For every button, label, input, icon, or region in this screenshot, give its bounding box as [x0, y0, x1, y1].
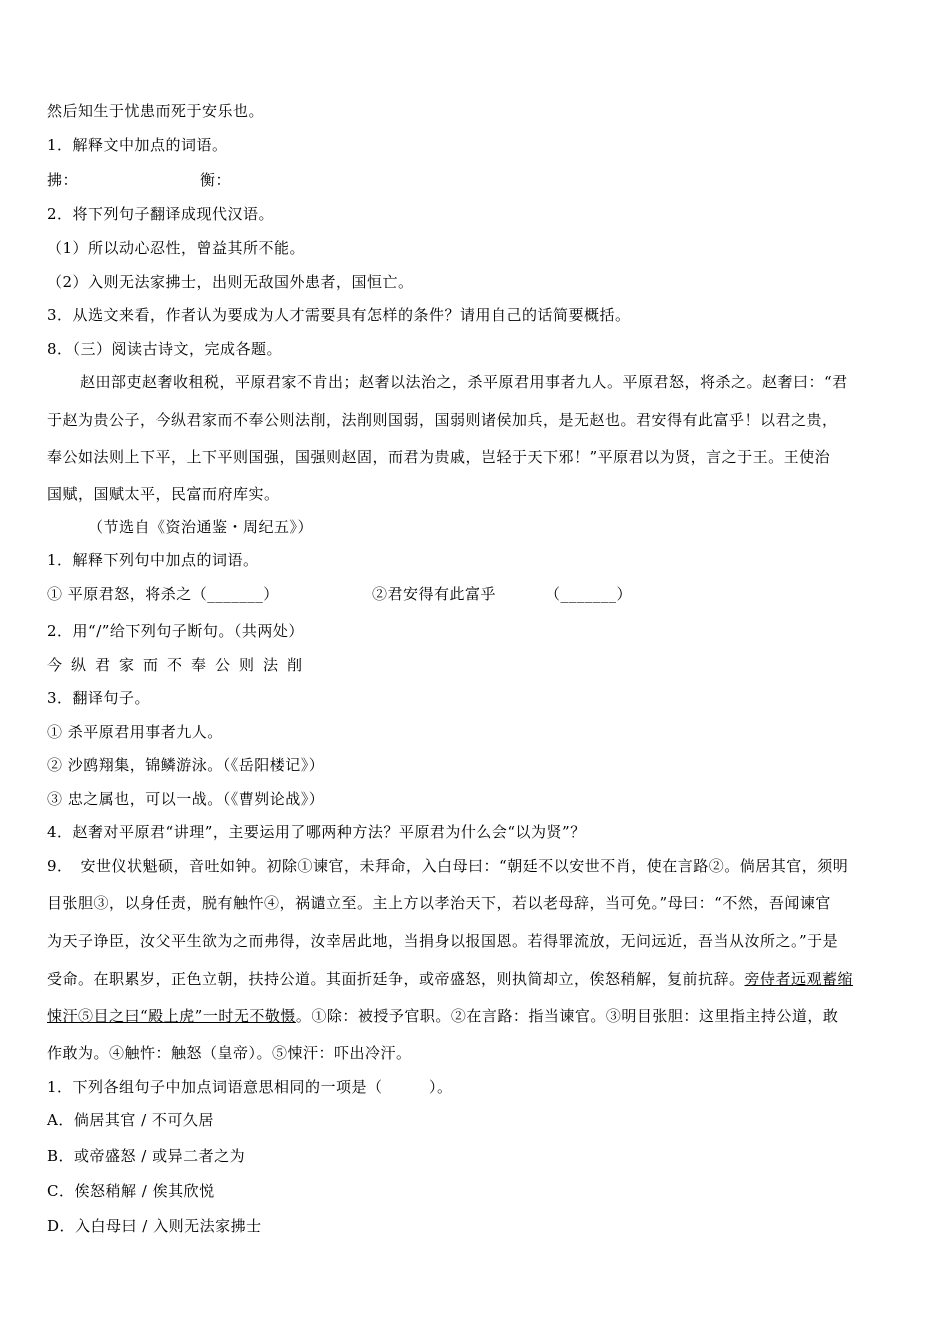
- q7-q1-fu-label: 拂：: [47, 171, 79, 189]
- q8-q1-item-a: ① 平原君怒，将杀之（_______）: [47, 585, 279, 603]
- q9-passage-text: 受命。在职累岁，正色立朝，扶持公道。其面折廷争，或帝盛怒，则执简却立，俟怒稍解，复前抗辞。: [47, 970, 745, 988]
- q9-option-d: D．入白母曰 / 入则无法家拂士: [47, 1217, 262, 1235]
- q8-q3-sentence-1: ① 杀平原君用事者九人。: [47, 723, 223, 741]
- q8-q1-item-b: ②君安得有此富乎: [372, 585, 497, 603]
- q8-q2-sentence: 今纵君家而不奉公则法削: [47, 656, 312, 674]
- q9-underlined-sentence: 悚汗⑤目之曰“殿上虎”一时无不敬慑: [47, 1007, 296, 1025]
- q9-passage-line: [47, 969, 853, 989]
- q7-q2-sentence-2: （2）入则无法家拂士，出则无敌国外患者，国恒亡。: [47, 273, 414, 291]
- q7-q2-sentence-1: （1）所以动心忍性，曾益其所不能。: [47, 239, 306, 257]
- q9-question-1: 1．下列各组句子中加点词语意思相同的一项是（ ）。: [47, 1078, 453, 1096]
- q7-question-3: 3．从选文来看，作者认为要成为人才需要具有怎样的条件？请用自己的话简要概括。: [47, 306, 631, 324]
- q9-notes-line: 作敢为。④触忤：触怒（皇帝）。⑤悚汗：吓出冷汗。: [47, 1044, 412, 1062]
- q8-passage-line: 于赵为贵公子，今纵君家而不奉公则法削，法削则国弱，国弱则诸侯加兵，是无赵也。君安得有此富乎！以君之贵，: [47, 411, 838, 429]
- q8-heading: 8．（三）阅读古诗文，完成各题。: [47, 340, 283, 358]
- q8-question-2: 2．用“/”给下列句子断句。（共两处）: [47, 622, 304, 640]
- q8-q3-sentence-3: ③ 忠之属也，可以一战。（《曹刿论战》）: [47, 790, 325, 808]
- q8-passage-line: 赵田部吏赵奢收租税，平原君家不肯出；赵奢以法治之，杀平原君用事者九人。平原君怒，将杀之。赵奢曰：“君: [80, 373, 848, 391]
- q9-notes-text: 。①除：被授予官职。②在言路：指当谏官。③明目张胆：这里指主持公道，敢: [295, 1007, 839, 1025]
- q9-passage-line: 9． 安世仪状魁硕，音吐如钟。初除①谏官，未拜命，入白母曰：“朝廷不以安世不肖，使在言路②。倘居其官，须明: [47, 857, 849, 875]
- q8-q3-sentence-2: ② 沙鸥翔集，锦鳞游泳。（《岳阳楼记》）: [47, 756, 325, 774]
- q9-underlined-sentence: 旁侍者远观蓄缩: [744, 970, 854, 988]
- q8-question-4: 4．赵奢对平原君“讲理”，主要运用了哪两种方法？平原君为什么会“以为贤”？: [47, 823, 586, 841]
- q7-q1-heng-label: 衡：: [200, 171, 232, 189]
- q8-passage-line: 国赋，国赋太平，民富而府库实。: [47, 485, 280, 503]
- q9-option-b: B．或帝盛怒 / 或异二者之为: [47, 1147, 246, 1165]
- q9-passage-line: 目张胆③，以身任责，脱有触忤④，祸谴立至。主上方以孝治天下，若以老母辞，当可免。”母曰：“不然，吾闻谏官: [47, 894, 831, 912]
- passage-7-closing-line: 然后知生于忧患而死于安乐也。: [47, 102, 265, 120]
- q8-source: （节选自《资治通鉴・周纪五》）: [88, 518, 314, 536]
- q7-question-2: 2．将下列句子翻译成现代汉语。: [47, 205, 275, 223]
- q8-question-1: 1．解释下列句中加点的词语。: [47, 551, 259, 569]
- q9-passage-line: [47, 1006, 838, 1026]
- q9-passage-line: 为天子诤臣，汝父平生欲为之而弗得，汝幸居此地，当捐身以报国恩。若得罪流放，无问远近，吾当从汝所之。”于是: [47, 932, 839, 950]
- q9-option-c: C．俟怒稍解 / 俟其欣悦: [47, 1182, 215, 1200]
- q8-question-3: 3．翻译句子。: [47, 689, 151, 707]
- q9-option-a: A．倘居其官 / 不可久居: [47, 1111, 214, 1129]
- q8-passage-line: 奉公如法则上下平，上下平则国强，国强则赵固，而君为贵戚，岂轻于天下邪！”平原君以为贤，言之于王。王使治: [47, 448, 831, 466]
- q8-q1-item-b-blank: （_______）: [545, 585, 633, 603]
- q7-question-1: 1．解释文中加点的词语。: [47, 136, 228, 154]
